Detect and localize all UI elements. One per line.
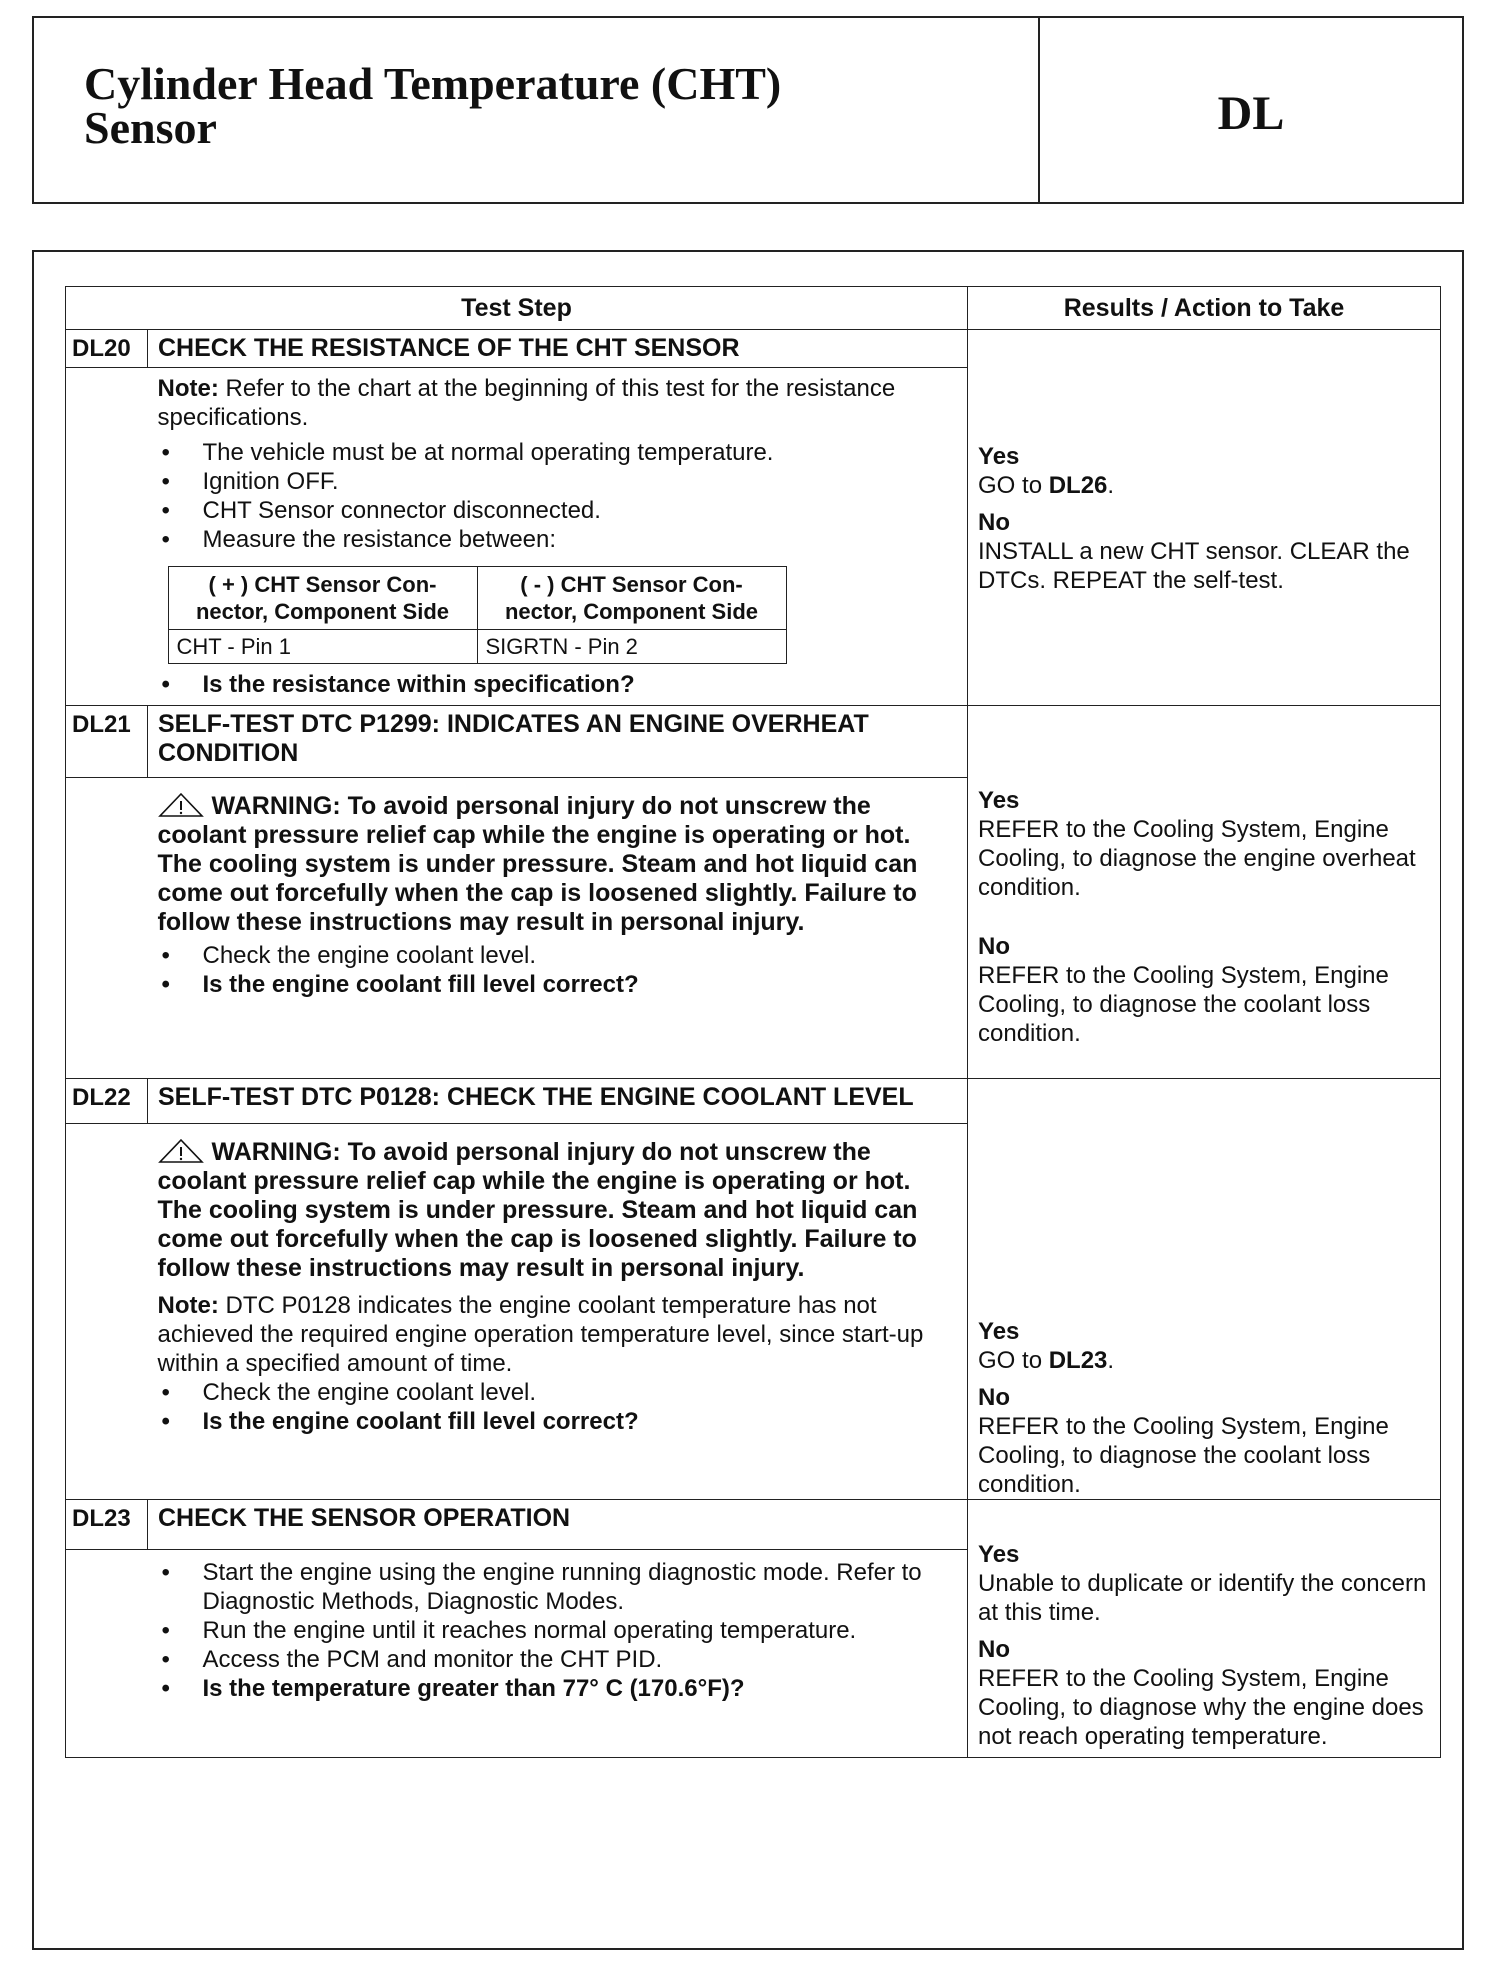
warning-text: WARNING: To avoid personal injury do not unscrew the coolant pressure relief cap while the engine is operating or hot. The cooling system is under pressure. Steam and hot liquid can come out forcefully when the cap is loosened slightly. Failure to follow these instructions may result in personal injury.: [157, 1137, 918, 1282]
spec-header-positive: ( + ) CHT Sensor Con- nector, Component Side: [168, 567, 477, 630]
step-question: • Is the temperature greater than 77° C (170.6°F)?: [158, 1674, 928, 1703]
yes-action: [978, 471, 1430, 500]
yes-action: Unable to duplicate or identify the concern at this time.: [978, 1570, 1427, 1626]
list-item: • Check the engine coolant level.: [158, 1378, 928, 1407]
yes-label: Yes: [978, 787, 1020, 814]
title-line-2: Sensor: [84, 102, 217, 153]
warning-triangle-icon: [158, 792, 204, 818]
section-code: DL: [1217, 86, 1285, 140]
yes-go-text: GO to: [978, 472, 1049, 499]
bullet-list: [158, 941, 928, 999]
step-title-row: [66, 706, 1441, 778]
list-item: • Measure the resistance between:: [158, 525, 928, 554]
spec-value-positive: CHT - Pin 1: [168, 630, 477, 664]
step-code-spacer: [66, 1549, 148, 1758]
spec-value-negative: SIGRTN - Pin 2: [477, 630, 786, 664]
step-body: [148, 778, 968, 1079]
yes-end: .: [1107, 472, 1115, 499]
yes-action: REFER to the Cooling System, Engine Cooling, to diagnose the engine overheat condition.: [978, 816, 1416, 901]
step-question: • Is the engine coolant fill level correct?: [158, 1407, 928, 1436]
step-code: DL21: [66, 706, 148, 778]
warning-text: WARNING: To avoid personal injury do not unscrew the coolant pressure relief cap while the engine is operating or hot. The cooling system is under pressure. Steam and hot liquid can come out forcefully when the cap is loosened slightly. Failure to follow these instructions may result in personal injury.: [157, 792, 918, 937]
no-label: No: [978, 933, 1011, 960]
yes-target-link[interactable]: DL26: [1048, 472, 1108, 499]
spec-header-negative: ( - ) CHT Sensor Con- nector, Component Side: [477, 567, 786, 630]
step-code: DL20: [66, 330, 148, 368]
yes-action: [978, 1346, 1430, 1375]
step-results: [968, 1500, 1441, 1758]
yes-end: .: [1107, 1347, 1115, 1374]
no-action: REFER to the Cooling System, Engine Cooling, to diagnose the coolant loss condition.: [978, 1413, 1389, 1498]
list-item: • Access the PCM and monitor the CHT PID.: [158, 1645, 928, 1674]
no-action: REFER to the Cooling System, Engine Cooling, to diagnose the coolant loss condition.: [978, 962, 1389, 1047]
list-item: • The vehicle must be at normal operating temperature.: [158, 438, 928, 467]
bullet-list: [158, 438, 928, 554]
no-label: No: [978, 509, 1011, 536]
diagnostic-table: [65, 286, 1441, 1758]
no-label: No: [978, 1384, 1011, 1411]
no-action: REFER to the Cooling System, Engine Cooling, to diagnose why the engine does not reach operating temperature.: [978, 1665, 1424, 1750]
step-question: • Is the engine coolant fill level correct?: [158, 970, 928, 999]
step-title: SELF-TEST DTC P0128: CHECK THE ENGINE COOLANT LEVEL: [148, 1079, 968, 1124]
note-text: DTC P0128 indicates the engine coolant temperature has not achieved the required engine operation temperature level, since start-up within a specified amount of time.: [157, 1291, 924, 1377]
step-code-spacer: [66, 368, 148, 706]
step-title-row: [66, 330, 1441, 368]
step-body: [148, 1123, 968, 1499]
list-item: • Start the engine using the engine running diagnostic mode. Refer to Diagnostic Methods, Diagnostic Modes.: [158, 1558, 928, 1616]
test-step-header: Test Step: [66, 287, 968, 330]
step-code: DL23: [66, 1500, 148, 1550]
no-action: INSTALL a new CHT sensor. CLEAR the DTCs. REPEAT the self-test.: [978, 538, 1410, 594]
yes-target-link[interactable]: DL23: [1048, 1347, 1108, 1374]
no-label: No: [978, 1636, 1011, 1663]
resistance-spec-table: [168, 566, 787, 664]
note: [158, 374, 928, 432]
title-line-1: Cylinder Head Temperature (CHT): [84, 58, 782, 109]
note-text: Refer to the chart at the beginning of this test for the resistance specifications.: [157, 375, 896, 431]
step-results: [968, 1079, 1441, 1500]
list-item: • Ignition OFF.: [158, 467, 928, 496]
note-label: Note:: [157, 1291, 219, 1319]
step-question: • Is the resistance within specification?: [158, 670, 928, 699]
step-code: DL22: [66, 1079, 148, 1124]
note: [158, 1291, 928, 1378]
warning-triangle-icon: [158, 1138, 204, 1164]
yes-go-text: GO to: [978, 1347, 1049, 1374]
step-results: [968, 330, 1441, 706]
results-header: Results / Action to Take: [968, 287, 1441, 330]
step-title-row: [66, 1500, 1441, 1550]
step-title-row: [66, 1079, 1441, 1124]
note-label: Note:: [157, 375, 219, 402]
step-title: SELF-TEST DTC P1299: INDICATES AN ENGINE OVERHEAT CONDITION: [148, 706, 968, 778]
yes-label: Yes: [978, 1318, 1020, 1345]
step-results: [968, 706, 1441, 1079]
table-header-row: [66, 287, 1441, 330]
page-header: [32, 16, 1464, 204]
step-title: CHECK THE SENSOR OPERATION: [148, 1500, 968, 1550]
bullet-list: [158, 1378, 928, 1436]
yes-label: Yes: [978, 443, 1020, 470]
question-list: [158, 670, 928, 699]
list-item: • CHT Sensor connector disconnected.: [158, 496, 928, 525]
yes-label: Yes: [978, 1541, 1020, 1568]
step-title: CHECK THE RESISTANCE OF THE CHT SENSOR: [148, 330, 968, 368]
step-body: [148, 368, 968, 706]
step-body: [148, 1549, 968, 1758]
warning-block: [158, 1138, 928, 1283]
bullet-list: [158, 1558, 928, 1703]
page-title: [34, 18, 1040, 202]
step-code-spacer: [66, 1123, 148, 1499]
list-item: • Check the engine coolant level.: [158, 941, 928, 970]
warning-block: [158, 792, 928, 937]
list-item: • Run the engine until it reaches normal operating temperature.: [158, 1616, 928, 1645]
step-code-spacer: [66, 778, 148, 1079]
